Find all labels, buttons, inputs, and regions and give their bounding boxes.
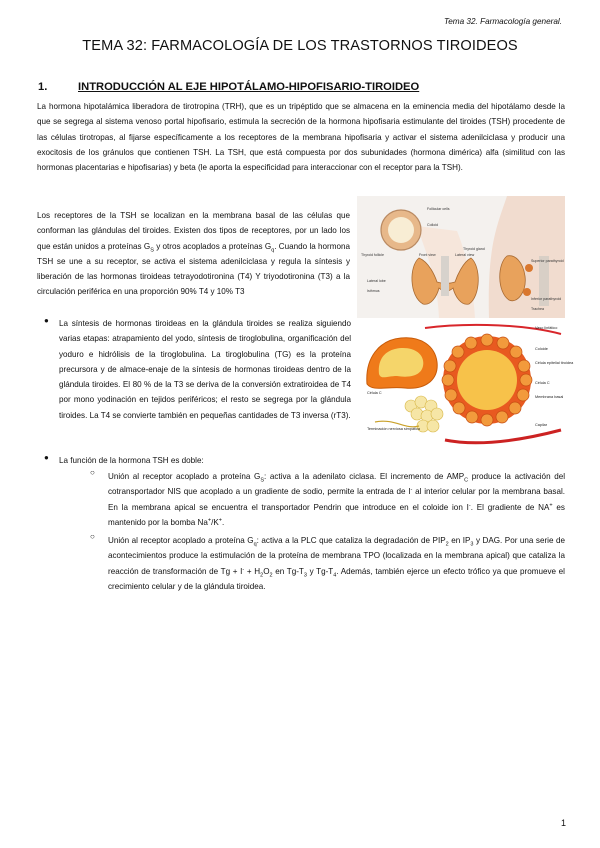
- bullet-dot: ●: [44, 453, 49, 462]
- bullet-dot: ●: [44, 316, 49, 325]
- bullet-tsh-function: La función de la hormona TSH es doble:: [59, 456, 204, 465]
- fig2-label: Vaso linfático: [535, 326, 558, 330]
- thyroid-anatomy-figure: [357, 196, 565, 318]
- main-colloid: [457, 350, 517, 410]
- fig2-label: Célula C: [367, 391, 382, 395]
- superior-parathyroid: [525, 264, 533, 272]
- page-title: TEMA 32: FARMACOLOGÍA DE LOS TRASTORNOS TIROIDEOS: [82, 38, 518, 54]
- fig1-label: Trachea: [531, 307, 545, 311]
- fig1-label: Lateral view: [455, 253, 475, 257]
- fig1-label: Colloid: [427, 223, 438, 227]
- fig2-label: Coloide: [535, 347, 548, 351]
- fig2-label: Célula C: [535, 381, 550, 385]
- fig1-label: Thyroid gland: [463, 247, 485, 251]
- section-number: 1.: [38, 81, 48, 93]
- section-heading: [38, 81, 419, 93]
- fig1-label: Lateral lobe: [367, 279, 386, 283]
- fig2-label: Capilar: [535, 423, 548, 427]
- fig2-label: Terminación nerviosa simpática: [367, 427, 420, 431]
- fig1-label: Isthmus: [367, 289, 380, 293]
- follicle-histology-figure: [365, 322, 574, 448]
- running-header: Tema 32. Farmacología general.: [443, 17, 562, 26]
- inferior-parathyroid: [523, 288, 531, 296]
- sub-bullet-circle: ○: [90, 532, 95, 541]
- sub-bullet-circle: ○: [90, 468, 95, 477]
- fig1-label: Inferior parathyroid: [531, 297, 562, 301]
- fig1-label: Thyroid follicle: [361, 253, 384, 257]
- tsh-receptor-paragraph: Los receptores de la TSH se localizan en la membrana basal de las células que conforman las glándulas del tiroides. Existen dos tipos de receptores, por un lado los que están unidos a proteínas $G_S$ y otros acoplados a proteínas $G_q$. Cuando la hormona TSH se une a su receptor, se activa el sistema adenilciclasa y regula la síntesis y liberación de las hormonas tiroideas tetrayodotironina (T4) Y triyodotironina (T3) a la circulación periférica en una proporción 90% T4 y 10% T3: [37, 211, 350, 297]
- bullet-list: [59, 316, 351, 423]
- fig1-label: Front view: [419, 253, 436, 257]
- page-number: 1: [560, 818, 566, 828]
- fig1-label: Follicular cells: [427, 207, 450, 211]
- bullet-list: [59, 453, 359, 468]
- fig2-label: Membrana basal: [535, 395, 564, 399]
- bullet-synthesis: La síntesis de hormonas tiroideas en la glándula tiroides se realiza siguiendo varias etapas: atrapamiento del yodo, síntesis de tiroglobulina, organificación del yoduro e hidrólisis de la tiroglobulina. La tiroglobulina (TG) es la proteína precursora y de almace-enaje de la síntesis de hormonas tiroideas dentro de la glándula tiroides. El 80 % de la T3 se deriva de la conversión extratiroidea de T4 por mono yodinación en tejidos periféricos; el resto se segrega por la glándula tiroides. La T4 se convierte también en pequeñas cantidades de T3 inversa (rT3).: [59, 319, 351, 420]
- fig1-label: Superior parathyroid: [531, 259, 564, 263]
- trachea-front: [441, 256, 449, 296]
- fig2-label: Célula epitelial tiroidea: [535, 361, 574, 365]
- colloid-core: [388, 217, 414, 243]
- section-heading-text: INTRODUCCIÓN AL EJE HIPOTÁLAMO-HIPOFISARIO-TIROIDEO: [78, 81, 420, 93]
- intro-paragraph: La hormona hipotalámica liberadora de tirotropina (TRH), que es un tripéptido que se almacena en la eminencia media del hipotálamo desde la que se segrega al sistema venoso portal hipofisario, estimula la secreción de la hormona hipofisaria estimulante del tiroides (TSH) procedente de las células tirotropas, al fijarse específicamente a los receptores de la membrana hipofisaria y activar el sistema adenilciclasa y producir una exocitosis de los gránulos que contienen TSH. La TSH, que está compuesta por dos subunidades (hormona dimérica) alfa (similitud con las hormonas placentarias e hipofisarias) y beta (le aporta la especificidad para interaccionar con el receptor para la TSH).: [37, 102, 565, 173]
- sub-bullet-gs: Unión al receptor acoplado a proteína $G_S$: activa a la adenilato ciclasa. El incremento de $AMP_C$ produce la activación del cotransportador NIS que acoplado a un gradiente de sodio, permite la entrada de I- al interior celular por la membrana basal. En la membrana apical se encuentra el transportador Pendrin que introduce en el coloide ion I-. El gradiente de NA+ es mantenido por la bomba Na+/K+.: [108, 472, 566, 527]
- sub-bullet-gq: Unión al receptor acoplado a proteína $G_q$: activa a la PLC que cataliza la degradación de $PIP_2$ en $IP_3$ y DAG. Por una serie de acontecimientos produce la estimulación de la proteína de membrana TPO (localizada en la membrana apical) que cataliza la reacción de transformación de $Tg + I^- + H_2O_2$ en $Tg-T_3$ y $Tg-T_4$. Además, también ejerce un efecto trófico ya que promueve el crecimiento celular y de la glándula tiroidea.: [108, 536, 565, 591]
